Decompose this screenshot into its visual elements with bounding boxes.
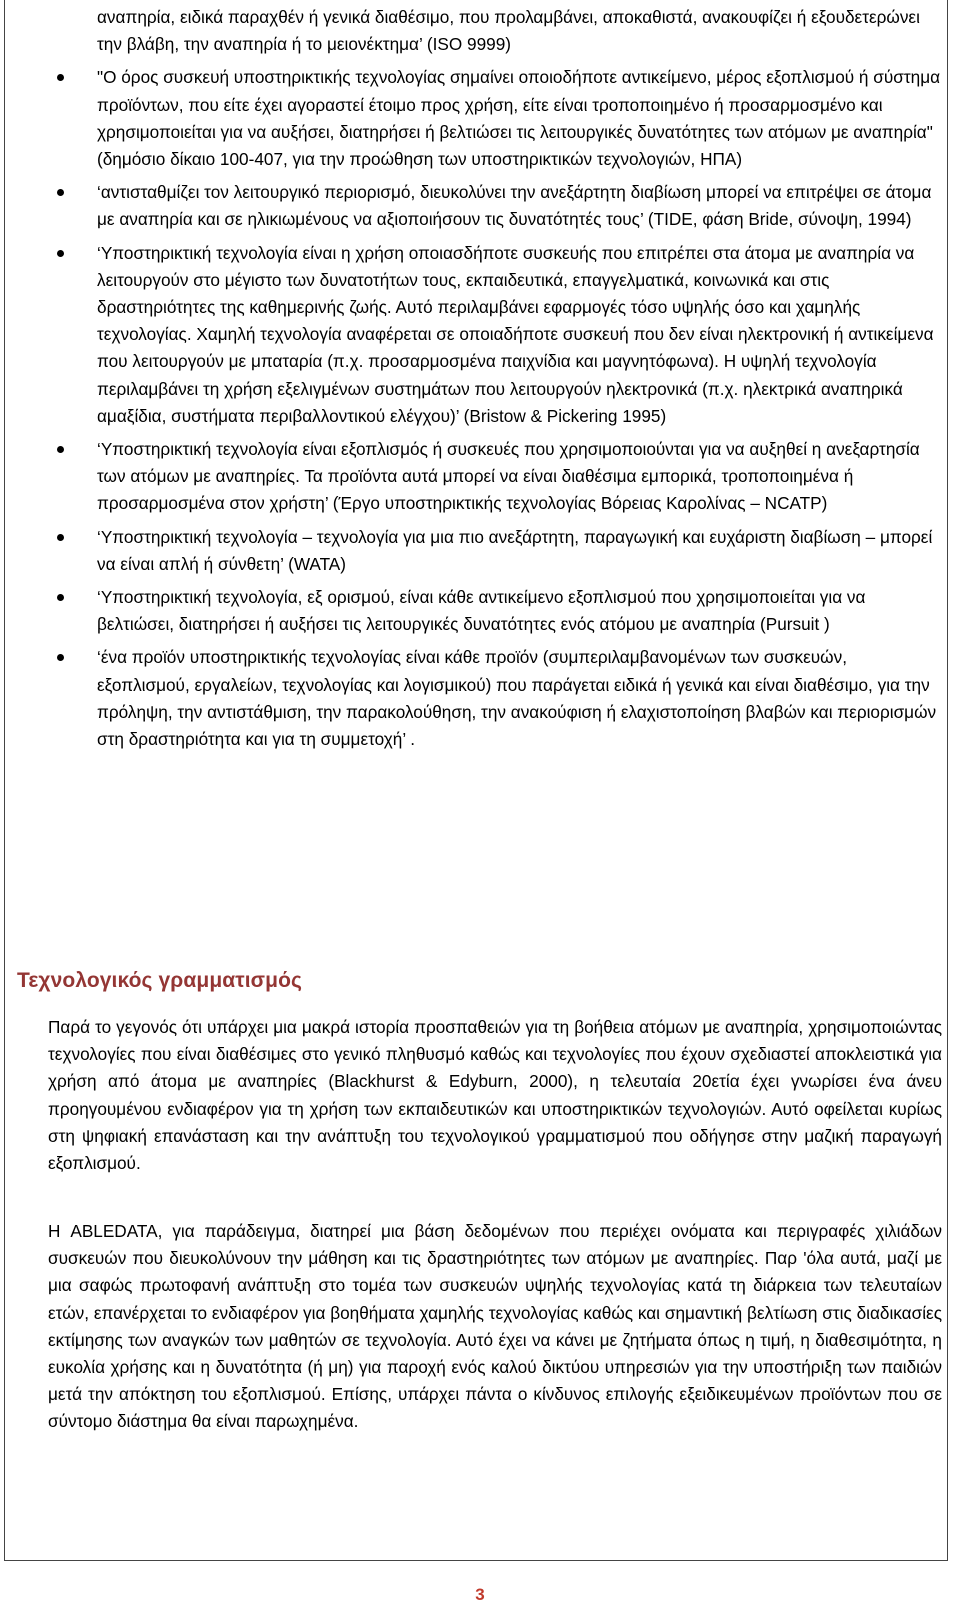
definition-list bbox=[0, 4, 960, 759]
bullet-icon bbox=[57, 189, 64, 196]
list-item bbox=[0, 436, 960, 518]
bullet-text: ‘ένα προϊόν υποστηρικτικής τεχνολογίας είναι κάθε προϊόν (συμπεριλαμβανομένων των συσκευών, εξοπλισμού, εργαλείων, τεχνολογίας και λογισμικού) που παράγεται ειδικά ή γενικά και είναι διαθέσιμο, για την πρόληψη, την αντιστάθμιση, την παρακολούθηση, την ανακούφιση ή ελαχιστοποίηση βλαβών και περιορισμών στη δραστηριότητα και για τη συμμετοχή’ . bbox=[97, 647, 937, 750]
bullet-icon bbox=[57, 250, 64, 257]
bullet-text: ‘Υποστηρικτική τεχνολογία – τεχνολογία για μια πιο ανεξάρτητη, παραγωγική και ευχάριστη διαβίωση – μπορεί να είναι απλή ή σύνθετη’ (WATA) bbox=[97, 526, 933, 574]
bullet-text: αναπηρία, ειδικά παραχθέν ή γενικά διαθέσιμο, που προλαμβάνει, αποκαθιστά, ανακουφίζει ή εξουδετερώνει την βλάβη, την αναπηρία ή το μειονέκτημα’ (ISO 9999) bbox=[97, 7, 920, 55]
list-item bbox=[0, 240, 960, 430]
list-item bbox=[0, 524, 960, 578]
bullet-text: ‘Υποστηρικτική τεχνολογία, εξ ορισμού, είναι κάθε αντικείμενο εξοπλισμού που χρησιμοποιείται για να βελτιώσει, διατηρήσει ή αυξήσει τις λειτουργικές δυνατότητες ενός ατόμου με αναπηρία (Pursuit ) bbox=[97, 587, 866, 635]
page-number: 3 bbox=[475, 1585, 485, 1604]
list-item bbox=[0, 64, 960, 173]
bullet-text: ‘αντισταθμίζει τον λειτουργικό περιορισμό, διευκολύνει την ανεξάρτητη διαβίωση μπορεί να επιτρέψει σε άτομα με αναπηρία και σε ηλικιωμένους να αξιοποιήσουν τις δυνατότητές τους’ (TIDE, φάση Bride, σύνοψη, 1994) bbox=[97, 182, 932, 230]
bullet-icon bbox=[57, 654, 64, 661]
list-item bbox=[0, 4, 960, 58]
list-item bbox=[0, 584, 960, 638]
body-paragraph: Παρά το γεγονός ότι υπάρχει μια μακρά ιστορία προσπαθειών για τη βοήθεια ατόμων με αναπηρία, χρησιμοποιώντας τεχνολογίες που είναι διαθέσιμες στο γενικό πληθυσμό καθώς και τεχνολογίες που έχουν σχεδιαστεί αποκλειστικά για χρήση από άτομα με αναπηρίες (Blackhurst & Edyburn, 2000), η τελευταία 20ετία έχει γνωρίσει ένα άνευ προηγουμένου ενδιαφέρον για τη χρήση των εκπαιδευτικών και υποστηρικτικών τεχνολογιών. Αυτό οφείλεται κυρίως στη ψηφιακή επανάσταση και την ανάπτυξη του τεχνολογικού γραμματισμού που οδήγησε στην μαζική παραγωγή εξοπλισμού. bbox=[48, 1017, 942, 1174]
bullet-icon bbox=[57, 74, 64, 81]
bullet-text: ‘Υποστηρικτική τεχνολογία είναι εξοπλισμός ή συσκευές που χρησιμοποιούνται για να αυξηθεί η ανεξαρτησία των ατόμων με αναπηρίες. Τα προϊόντα αυτά μπορεί να είναι διαθέσιμα εμπορικά, τροποποιημένα ή προσαρμοσμένα στον χρήστη’ (Έργο υποστηρικτικής τεχνολογίας Βόρειας Καρολίνας – NCATP) bbox=[97, 439, 920, 514]
bullet-icon bbox=[57, 446, 64, 453]
bullet-icon bbox=[57, 534, 64, 541]
bullet-text: ‘Υποστηρικτική τεχνολογία είναι η χρήση οποιασδήποτε συσκευής που επιτρέπει στα άτομα με αναπηρία να λειτουργούν στο μέγιστο των δυνατοτήτων τους, εκπαιδευτικά, επαγγελματικά, κοινωνικά και στις δραστηριότητες της καθημερινής ζωής. Αυτό περιλαμβάνει εφαρμογές τόσο υψηλής όσο και χαμηλής τεχνολογίας. Χαμηλή τεχνολογία αναφέρεται σε οποιαδήποτε συσκευή που δεν είναι ηλεκτρονική ή αντικείμενα που λειτουργούν με μπαταρία (π.χ. προσαρμοσμένα παιχνίδια και μαγνητόφωνα). Η υψηλή τεχνολογία περιλαμβάνει τη χρήση εξελιγμένων συστημάτων που λειτουργούν ηλεκτρονικά (π.χ. ηλεκτρικά αναπηρικά αμαξίδια, συστήματα περιβαλλοντικού ελέγχου)’ (Bristow & Pickering 1995) bbox=[97, 242, 934, 426]
body-paragraph: Η ABLEDATA, για παράδειγμα, διατηρεί μια βάση δεδομένων που περιέχει ονόματα και περιγραφές χιλιάδων συσκευών που διευκολύνουν την μάθηση και τις δραστηριότητες των ατόμων με αναπηρίες. Παρ 'όλα αυτά, μαζί με μια σαφώς πρωτοφανή ανάπτυξη στο τομέα των συσκευών υψηλής τεχνολογίας κατά τη διάρκεια των τελευταίων ετών, επανέρχεται το ενδιαφέρον για βοηθήματα χαμηλής τεχνολογίας καθώς και σημαντική βελτίωση στις διαδικασίες εκτίμησης των αναγκών των μαθητών σε τεχνολογία. Αυτό έχει να κάνει με ζητήματα όπως η τιμή, η διαθεσιμότητα, η ευκολία χρήσης και η δυνατότητα (ή μη) για παροχή ενός καλού δικτύου υπηρεσιών για την υποστήριξη των παιδιών μετά την απόκτηση του εξοπλισμού. Επίσης, υπάρχει πάντα ο κίνδυνος επιλογής εξειδικευμένων προϊόντων που σε σύντομο διάστημα θα είναι παρωχημένα. bbox=[48, 1221, 942, 1432]
list-item bbox=[0, 179, 960, 233]
section-heading: Τεχνολογικός γραμματισμός bbox=[17, 969, 303, 992]
list-item bbox=[0, 644, 960, 753]
bullet-text: "Ο όρος συσκευή υποστηρικτικής τεχνολογίας σημαίνει οποιοδήποτε αντικείμενο, μέρος εξοπλισμού ή σύστημα προϊόντων, που είτε έχει αγοραστεί έτοιμο προς χρήση, είτε είναι τροποποιημένο ή προσαρμοσμένο και χρησιμοποιείται για να αυξήσει, διατηρήσει ή βελτιώσει τις λειτουργικές δυνατότητες των ατόμων με αναπηρία" (δημόσιο δίκαιο 100-407, για την προώθηση των υποστηρικτικών τεχνολογιών, ΗΠΑ) bbox=[97, 67, 941, 170]
bullet-icon bbox=[57, 594, 64, 601]
